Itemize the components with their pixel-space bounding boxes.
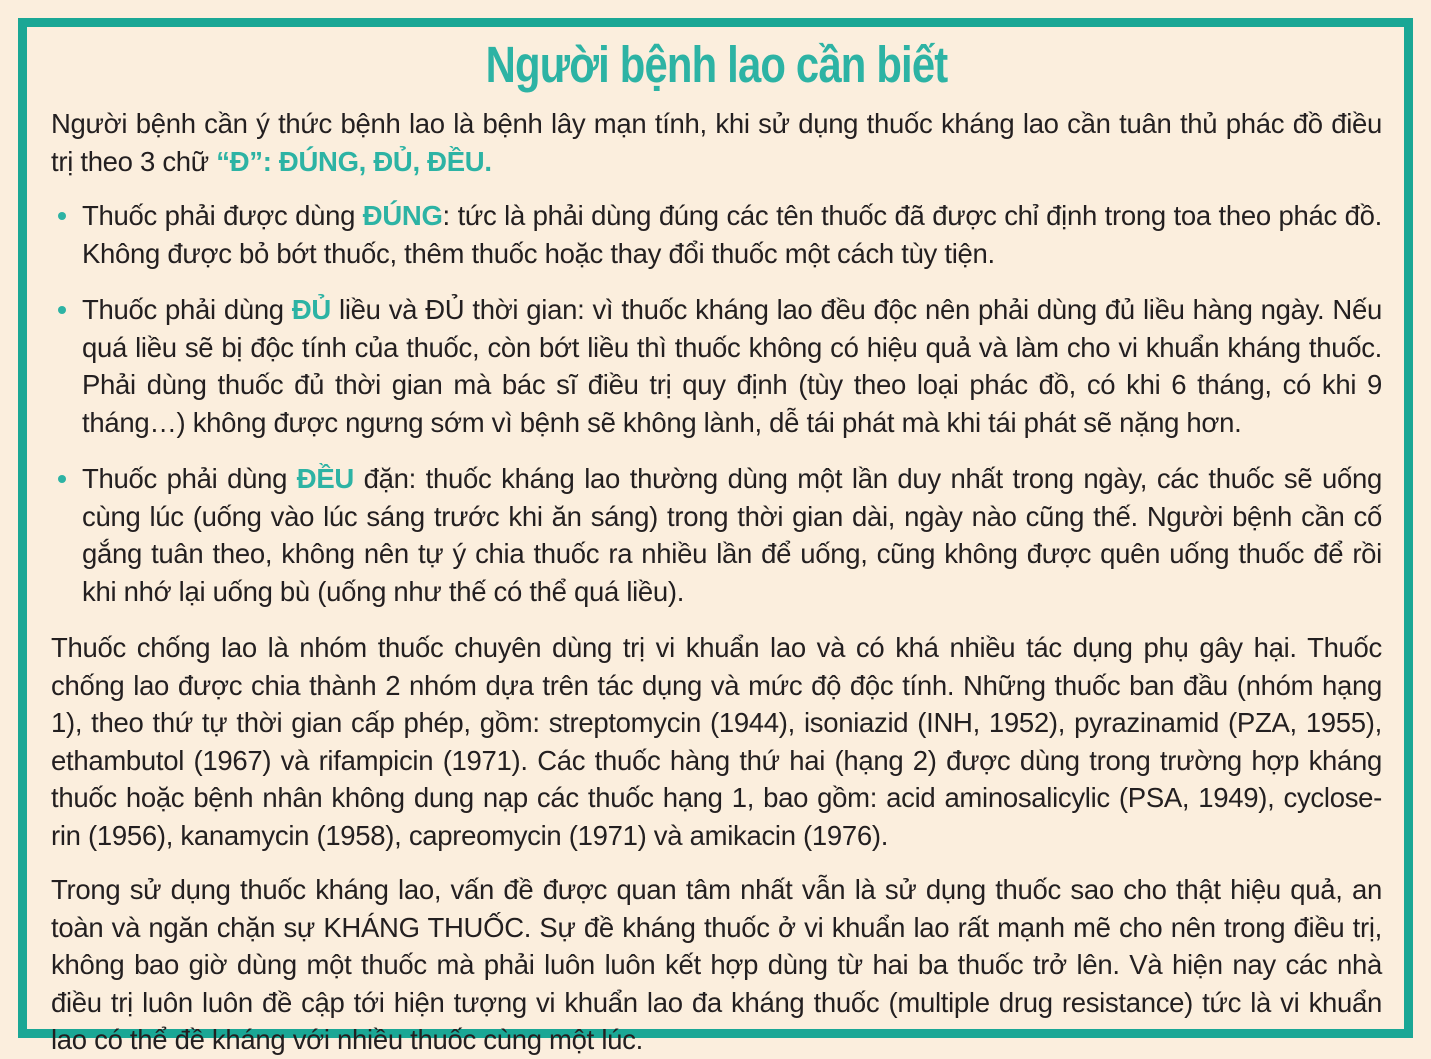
bullet-keyword: ĐỦ xyxy=(291,294,331,325)
intro-paragraph xyxy=(51,105,1382,180)
list-item xyxy=(51,291,1382,441)
bullet-keyword: ĐÚNG xyxy=(362,200,443,231)
bullet-text-pre: Thuốc phải dùng xyxy=(82,463,297,494)
bullet-text-post: : tức là phải dùng đúng các tên thuốc đã được chỉ định trong toa theo phác đồ. Không được bỏ bớt thuốc, thêm thuốc hoặc thay đổi thuốc một cách tùy tiện. xyxy=(82,200,1382,269)
bullet-text-pre: Thuốc phải được dùng xyxy=(82,200,363,231)
bullet-dot-icon xyxy=(58,212,66,220)
body-paragraph: Trong sử dụng thuốc kháng lao, vấn đề được quan tâm nhất vẫn là sử dụng thuốc sao cho thật hiệu quả, an toàn và ngăn chặn sự KHÁNG THUỐC. Sự đề kháng thuốc ở vi khuẩn lao rất mạnh mẽ cho nên trong điều trị, không bao giờ dùng một thuốc mà phải luôn luôn kết hợp dùng từ hai ba thuốc trở lên. Và hiện nay các nhà điều trị luôn luôn đề cập tới hiện tượng vi khuẩn lao đa kháng thuốc (multiple drug resistance) tức là vi khuẩn lao có thể đề kháng với nhiều thuốc cùng một lúc. xyxy=(51,874,1382,1055)
list-item xyxy=(51,197,1382,272)
bullet-text-post: đặn: thuốc kháng lao thường dùng một lần duy nhất trong ngày, các thuốc sẽ uống cùng lúc (uống vào lúc sáng trước khi ăn sáng) trong thời gian dài, ngày nào cũng thế. Người bệnh cần cố gắng tuân theo, không nên tự ý chia thuốc ra nhiều lần để uống, cũng không được quên uống thuốc để rồi khi nhớ lại uống bù (uống như thế có thể quá liều). xyxy=(82,463,1382,607)
bullet-dot-icon xyxy=(58,306,66,314)
body-paragraph: Thuốc chống lao là nhóm thuốc chuyên dùng trị vi khuẩn lao và có khá nhiều tác dụng phụ gây hại. Thuốc chống lao được chia thành 2 nhóm dựa trên tác dụng và mức độ độc tính. Những thuốc ban đầu (nhóm hạng 1), theo thứ tự thời gian cấp phép, gồm: streptomycin (1944), isoniazid (INH, 1952), pyrazinamid (PZA, 1955), ethambutol (1967) và rifampicin (1971). Các thuốc hàng thứ hai (hạng 2) được dùng trong trường hợp kháng thuốc hoặc bệnh nhân không dung nạp các thuốc hạng 1, bao gồm: acid aminosalicylic (PSA, 1949), cyclose-rin (1956), kanamycin (1958), capreomycin (1971) và amikacin (1976). xyxy=(51,632,1382,851)
bullet-keyword: ĐỀU xyxy=(296,463,354,494)
bullet-text-post: liều và ĐỦ thời gian: vì thuốc kháng lao đều độc nên phải dùng đủ liều hàng ngày. Nếu quá liều sẽ bị độc tính của thuốc, còn bớt liều thì thuốc không có hiệu quả và làm cho vi khuẩn kháng thuốc. Phải dùng thuốc đủ thời gian mà bác sĩ điều trị quy định (tùy theo loại phác đồ, có khi 6 tháng, có khi 9 tháng…) không được ngưng sớm vì bệnh sẽ không lành, dễ tái phát mà khi tái phát sẽ nặng hơn. xyxy=(82,294,1382,438)
intro-text: Người bệnh cần ý thức bệnh lao là bệnh lây mạn tính, khi sử dụng thuốc kháng lao cần tuân thủ phác đồ điều trị theo 3 chữ xyxy=(51,108,1382,177)
bullet-dot-icon xyxy=(58,475,66,483)
bullet-text-pre: Thuốc phải dùng xyxy=(82,294,292,325)
document-panel xyxy=(18,18,1413,1055)
intro-highlight: “Đ”: ĐÚNG, ĐỦ, ĐỀU. xyxy=(216,145,492,177)
page-title-text: Người bệnh lao cần biết xyxy=(485,36,948,93)
list-item xyxy=(51,460,1382,610)
page-title xyxy=(51,37,1382,93)
